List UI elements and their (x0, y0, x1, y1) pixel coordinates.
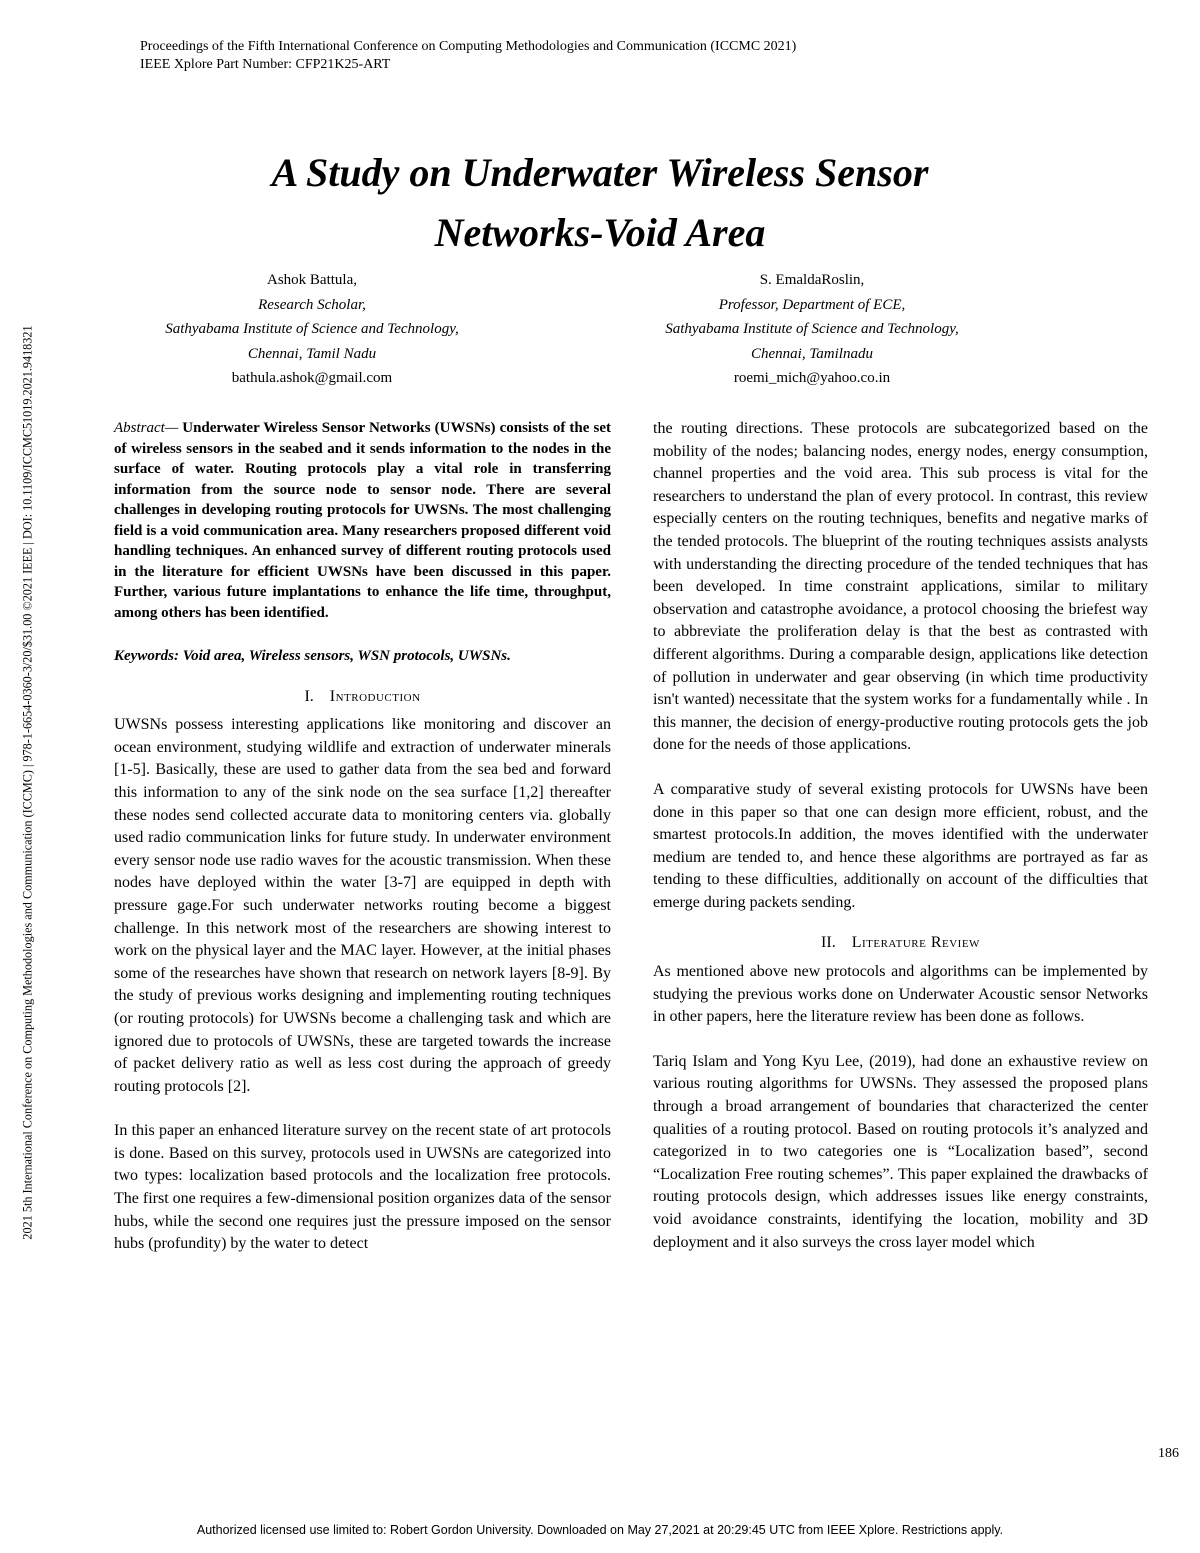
author-block-1 (112, 268, 512, 391)
paragraph: In this paper an enhanced literature survey on the recent state of art protocols is done. Based on this survey, protocols used in UWSNs are categorized into two types: localization based protocols and the localization free protocols. The first one requires a few-dimensional position organizes data of the sensor hubs, while the second one requires just the pressure imposed on the sensor hubs (profundity) by the water to detect (114, 1122, 611, 1253)
section-title: Introduction (329, 687, 421, 705)
license-footer: Authorized licensed use limited to: Robert Gordon University. Downloaded on May 27,2021 at 20:29:45 UTC from IEEE Xplore. Restrictions apply. (196, 1523, 1004, 1537)
keywords: Keywords: Void area, Wireless sensors, WSN protocols, UWSNs. (114, 648, 511, 664)
section-number: II. (821, 934, 836, 952)
conference-header (140, 38, 796, 74)
abstract-text: Underwater Wireless Sensor Networks (UWSNs) consists of the set of wireless sensors in the seabed and it sends information to the nodes in the surface of water. Routing protocols play a vital role in transferring information from the source node to sensor node. There are several challenges in developing routing protocols for UWSNs. The most challenging field is a void communication area. Many researchers proposed different void handling techniques. An enhanced survey of different routing protocols used in the literature for efficient UWSNs have been discussed in this paper. Further, various future implantations to enhance the life time, throughput, among others has been identified. (114, 420, 611, 621)
part-number-line: IEEE Xplore Part Number: CFP21K25-ART (140, 57, 391, 72)
proceedings-line: Proceedings of the Fifth International Conference on Computing Methodologies and Communication (ICCMC 2021) (140, 39, 797, 54)
author-name: S. EmaldaRoslin, (759, 272, 865, 288)
abstract-label: Abstract— (114, 420, 179, 436)
paragraph: UWSNs possess interesting applications like monitoring and discover an ocean environment, studying wildlife and extraction of underwater minerals [1-5]. Basically, these are used to gather data from the sea bed and forward this information to any of the sink node on the sea surface [1,2] thereafter these nodes send collected accurate data to monitoring centers via. globally used radio communication links for future study. In underwater environment every sensor node use radio waves for the acoustic transmission. When these nodes have deployed within the water [3-7] are equipped in depth with pressure gage.For such underwater networks routing become a biggest challenge. In this network most of the researchers are showing interest to work on the physical layer and the MAC layer. However, at the initial phases some of the researches have shown that research on network layers [8-9]. By the study of previous works designing and implementing routing techniques (or routing protocols) for UWSNs become a challenging task and which are ignored due to protocols of UWSNs, these are targeted towards the increase of packet delivery ratio as well as less cost during the approach of greedy routing protocols [2]. (114, 716, 611, 1095)
paragraph: Tariq Islam and Yong Kyu Lee, (2019), had done an exhaustive review on various routing algorithms for UWSNs. They assessed the proposed plans through a broad arrangement of boundaries that characterized the center qualities of a routing protocol. Based on routing protocols it’s analyzed and categorized in to two categories one is “Localization based”, second “Localization Free routing schemes”. This paper explained the drawbacks of routing protocols design, which addresses issues like energy constraints, void avoidance constraints, identifying the location, mobility and 3D deployment and it also surveys the cross layer model which (653, 1052, 1148, 1251)
paragraph: As mentioned above new protocols and algorithms can be implemented by studying the previous works done on Underwater Acoustic sensor Networks in other papers, here the literature review has been done as follows. (653, 963, 1148, 1026)
author-email: bathula.ashok@gmail.com (231, 370, 393, 386)
paper-title (0, 143, 1200, 263)
author-affiliation: Sathyabama Institute of Science and Technology, (165, 321, 459, 337)
author-affiliation: Sathyabama Institute of Science and Technology, (665, 321, 959, 337)
page-number: 186 (1158, 1446, 1179, 1461)
author-location: Chennai, Tamilnadu (751, 345, 873, 362)
title-line-2: Networks-Void Area (434, 210, 766, 255)
author-location: Chennai, Tamil Nadu (247, 345, 377, 362)
paragraph: A comparative study of several existing protocols for UWSNs have been done in this paper so that one can design more efficient, robust, and the smartest protocols.In addition, the moves identified with the underwater medium are tended to, and hence these algorithms are portrayed as far as tending to these difficulties, additionally on account of the difficulties that emerge during packets sending. (653, 780, 1148, 911)
author-role: Professor, Department of ECE, (718, 296, 906, 313)
author-email: roemi_mich@yahoo.co.in (733, 370, 891, 386)
title-line-1: A Study on Underwater Wireless Sensor (271, 150, 929, 195)
paragraph: the routing directions. These protocols are subcategorized based on the mobility of the nodes; balancing nodes, energy nodes, energy consumption, channel properties and the void area. This sub process is vital for the researchers to understand the plan of every protocol. In contrast, this review especially centers on the routing techniques, benefits and negative marks of the tended protocols. The blueprint of the routing techniques assists analysts with understanding the directing procedure of the tended techniques that has been developed. In time constraint applications, similar to military observation and catastrophe avoidance, a protocol choosing the briefest way to abbreviate the proliferation delay is that the best as contrasted with different algorithms. During a comparable design, applications like detection of pollution in underwater and gear observing (in which time productivity isn't wanted) necessitate that the system works for a fundamentally while . In this manner, the decision of energy-productive routing protocols gets the job done for the needs of those applications. (653, 420, 1148, 754)
doi-side-text: 2021 5th International Conference on Computing Methodologies and Communication (ICCMC) | 978-1-6654-0360-3/20/$31.00 ©2021 IEEE | DOI: 10.1109/ICCMC51019.2021.9418321 (20, 325, 35, 1240)
section-heading-introduction (114, 686, 611, 709)
section-number: I. (304, 687, 314, 705)
abstract (114, 418, 611, 623)
author-block-2 (612, 268, 1012, 391)
section-title: Literature Review (851, 934, 980, 952)
left-column (114, 418, 611, 1256)
author-role: Research Scholar, (258, 296, 366, 313)
right-column (653, 418, 1148, 1254)
section-heading-literature-review (653, 932, 1148, 955)
author-name: Ashok Battula, (267, 272, 357, 288)
